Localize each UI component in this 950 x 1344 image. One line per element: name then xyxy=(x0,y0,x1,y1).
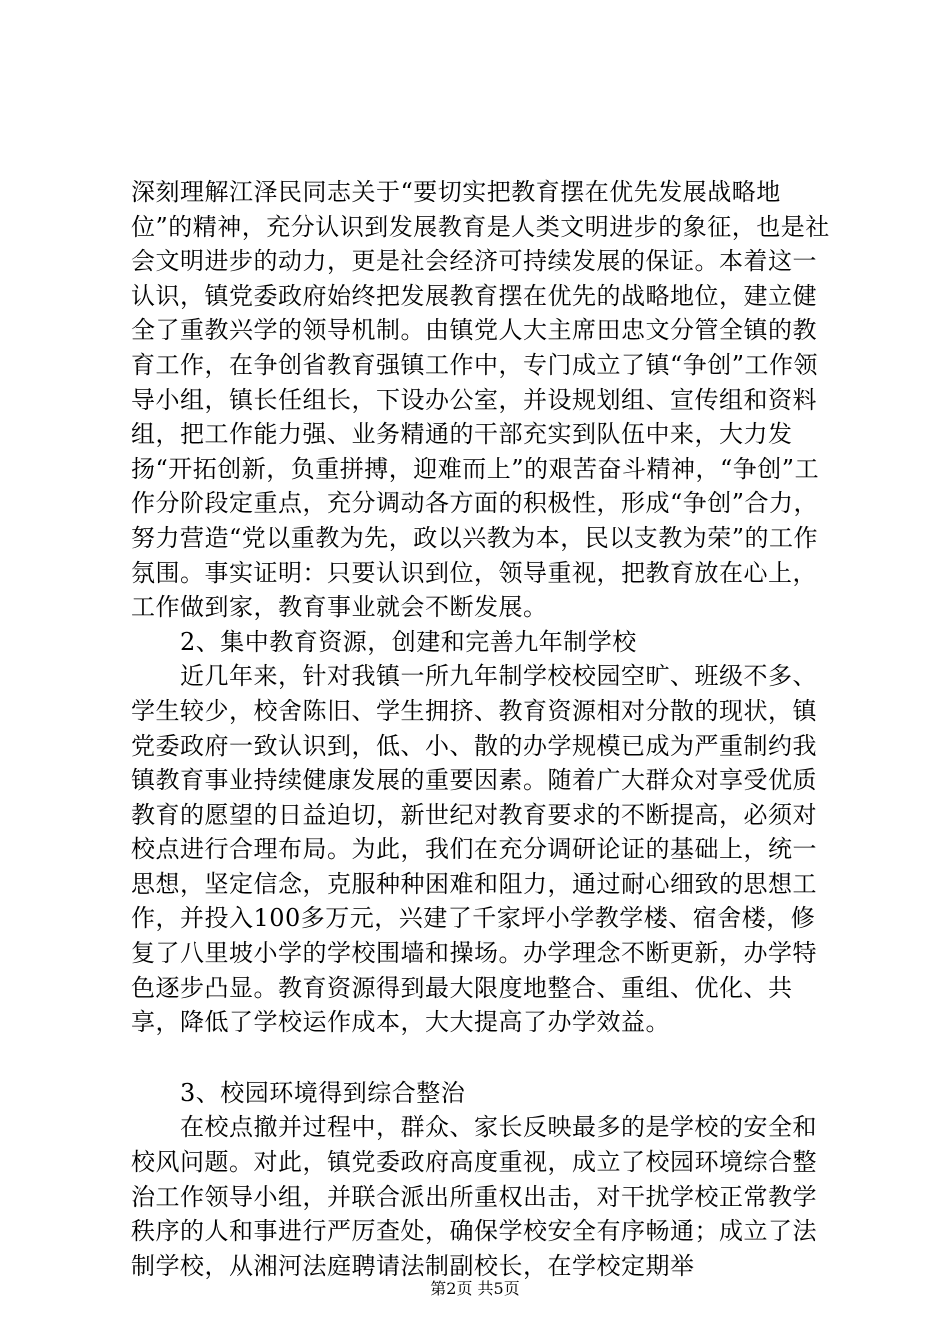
paragraph-spacer xyxy=(131,1040,831,1076)
paragraph-section-2: 近几年来，针对我镇一所九年制学校校园空旷、班级不多、学生较少，校舍陈旧、学生拥挤、教育资源相对分散的现状，镇党委政府一致认识到，低、小、散的办学规模已成为严重制约我镇教育事业持续健康发展的重要因素。随着广大群众对享受优质教育的愿望的日益迫切，新世纪对教育要求的不断提高，必须对校点进行合理布局。为此，我们在充分调研论证的基础上，统一思想，坚定信念，克服种种困难和阻力，通过耐心细致的思想工作，并投入100多万元，兴建了千家坪小学教学楼、宿舍楼，修复了八里坡小学的学校围墙和操场。办学理念不断更新，办学特色逐步凸显。教育资源得到最大限度地整合、重组、优化、共享，降低了学校运作成本，大大提高了办学效益。 xyxy=(131,662,817,1037)
section-heading-3: 3、校园环境得到综合整治 xyxy=(180,1078,466,1107)
section-heading-2: 2、集中教育资源，创建和完善九年制学校 xyxy=(180,627,637,656)
page-footer: 第2页 共5页 xyxy=(430,1279,520,1298)
document-body xyxy=(131,175,831,1283)
paragraph-intro-continuation: 深刻理解江泽民同志关于“要切实把教育摆在优先发展战略地位”的精神，充分认识到发展教育是人类文明进步的象征，也是社会文明进步的动力，更是社会经济可持续发展的保证。本着这一认识，镇党委政府始终把发展教育摆在优先的战略地位，建立健全了重教兴学的领导机制。由镇党人大主席田忠文分管全镇的教育工作，在争创省教育强镇工作中，专门成立了镇“争创”工作领导小组，镇长任组长，下设办公室，并设规划组、宣传组和资料组，把工作能力强、业务精通的干部充实到队伍中来，大力发扬“开拓创新，负重拼搏，迎难而上”的艰苦奋斗精神，“争创”工作分阶段定重点，充分调动各方面的积极性，形成“争创”合力，努力营造“党以重教为先，政以兴教为本，民以支教为荣”的工作氛围。事实证明：只要认识到位，领导重视，把教育放在心上，工作做到家，教育事业就会不断发展。 xyxy=(131,178,830,622)
paragraph-section-3: 在校点撤并过程中，群众、家长反映最多的是学校的安全和校风问题。对此，镇党委政府高度重视，成立了校园环境综合整治工作领导小组，并联合派出所重权出击，对干扰学校正常教学秩序的人和事进行严厉查处，确保学校安全有序畅通；成立了法制学校，从湘河法庭聘请法制副校长，在学校定期举 xyxy=(131,1113,817,1280)
